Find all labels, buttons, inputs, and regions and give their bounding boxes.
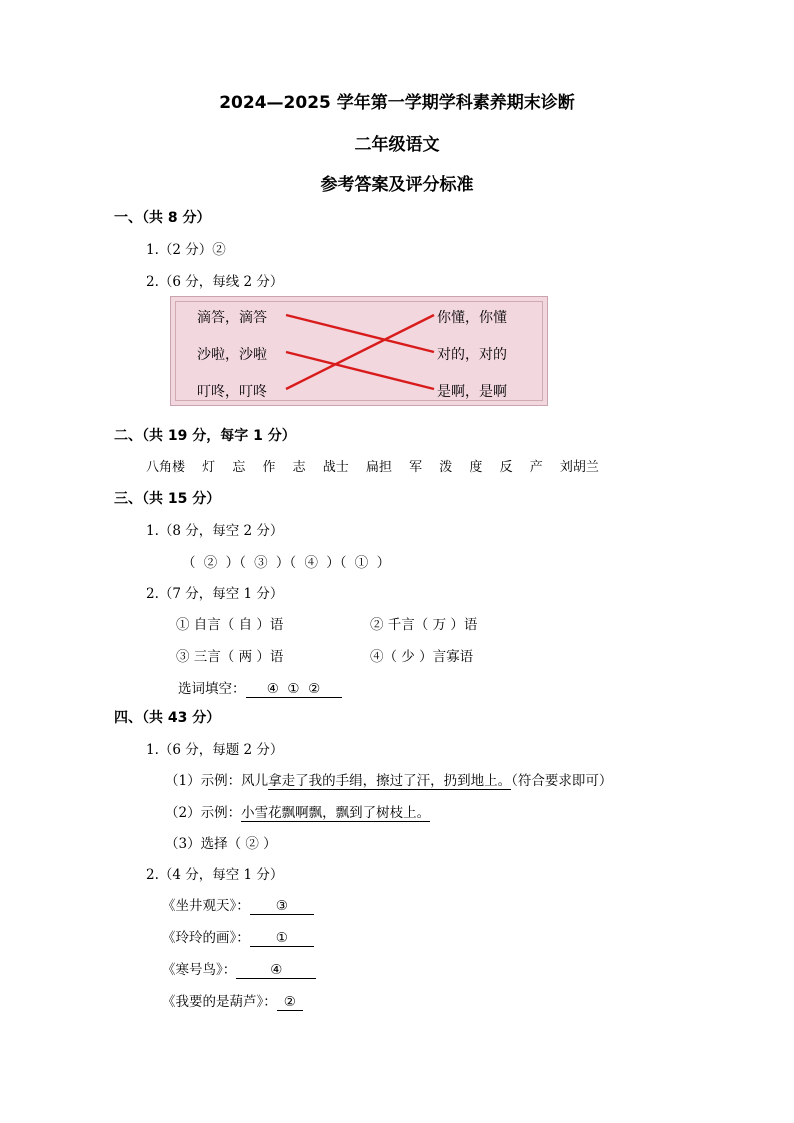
match-right-2: 对的，对的 [437,347,507,363]
fill-blank-answer: ④ ① ② [246,681,342,698]
answer-1-prefix: （1）示例：风儿 [165,773,269,789]
match-line-3 [286,315,434,389]
word-answer: 度 [469,460,483,475]
word-answer: 作 [262,460,276,475]
matching-box [170,296,548,406]
match-left-2: 沙啦，沙啦 [197,347,267,363]
section-1-heading: 一、（共 8 分） [114,210,211,226]
match-left-1: 滴答，滴答 [197,310,267,326]
book-answer-row [162,958,316,979]
book-title: 《坐井观天》： [162,898,250,914]
s3-q2: 2.（7 分，每空 1 分） [146,586,284,602]
answer-2-prefix: （2）示例： [165,805,242,821]
book-title: 《玲玲的画》： [162,930,250,946]
word-answer: 八角楼 [146,460,186,475]
book-title: 《寒号鸟》： [162,962,237,978]
match-right-1: 你懂，你懂 [437,310,507,326]
book-answer-row [162,990,303,1011]
answer-2-underlined: 小雪花飘啊飘，飘到了树枝上。 [241,805,431,821]
idiom-answer-1: ① 自言（ 自 ）语 [176,617,284,633]
fill-blank-row [178,677,342,698]
word-answer: 扁担 [365,460,392,475]
idiom-answer-4: ④（ 少 ）言寡语 [370,649,474,665]
s3-q1: 1.（8 分，每空 2 分） [146,523,284,539]
s4-answer-2 [165,801,430,821]
idiom-answer-3: ③ 三言（ 两 ）语 [176,649,284,665]
word-answer: 刘胡兰 [559,460,599,475]
book-answer-row [162,926,314,947]
s1-q1: 1.（2 分）② [146,242,226,258]
section-4-heading: 四、（共 43 分） [114,710,221,726]
word-answer: 战士 [322,460,349,475]
answer-1-underlined: 拿走了我的手绢，擦过了汗，扔到地上。 [268,773,512,789]
match-line-1 [286,315,434,352]
word-answer: 泼 [439,460,453,475]
book-answer-row [162,894,314,915]
book-answer: ④ [236,962,316,979]
answer-1-note: （符合要求即可） [511,773,613,789]
document-subtitle-2: 参考答案及评分标准 [320,175,474,195]
book-title: 《我要的是葫芦》： [162,994,277,1010]
word-answer: 志 [292,460,306,475]
s4-answer-3: （3）选择（ ② ） [165,836,277,852]
s1-q2: 2.（6 分，每线 2 分） [146,274,284,290]
book-answer: ③ [250,898,314,915]
s4-q2: 2.（4 分，每空 1 分） [146,867,284,883]
document-title: 2024—2025 学年第一学期学科素养期末诊断 [219,93,575,113]
word-answer: 军 [409,460,423,475]
book-answer: ① [250,930,314,947]
idiom-answer-2: ② 千言（ 万 ）语 [370,617,478,633]
s3-q1-answers: （ ② ）（ ③ ）（ ④ ）（ ① ） [182,555,391,571]
section-2-heading: 二、（共 19 分，每字 1 分） [114,428,296,444]
word-answer: 灯 [202,460,216,475]
document-subtitle: 二年级语文 [354,135,440,155]
section-3-heading: 三、（共 15 分） [114,491,221,507]
fill-blank-label: 选词填空： [178,681,246,697]
s4-answer-1 [165,769,612,789]
book-answer: ② [277,994,303,1011]
match-right-3: 是啊，是啊 [437,384,507,400]
word-answer-row [146,456,599,475]
word-answer: 反 [499,460,513,475]
word-answer: 忘 [232,460,246,475]
s4-q1: 1.（6 分，每题 2 分） [146,742,284,758]
match-left-3: 叮咚，叮咚 [197,384,267,400]
word-answer: 产 [529,460,543,475]
match-line-2 [286,352,434,389]
